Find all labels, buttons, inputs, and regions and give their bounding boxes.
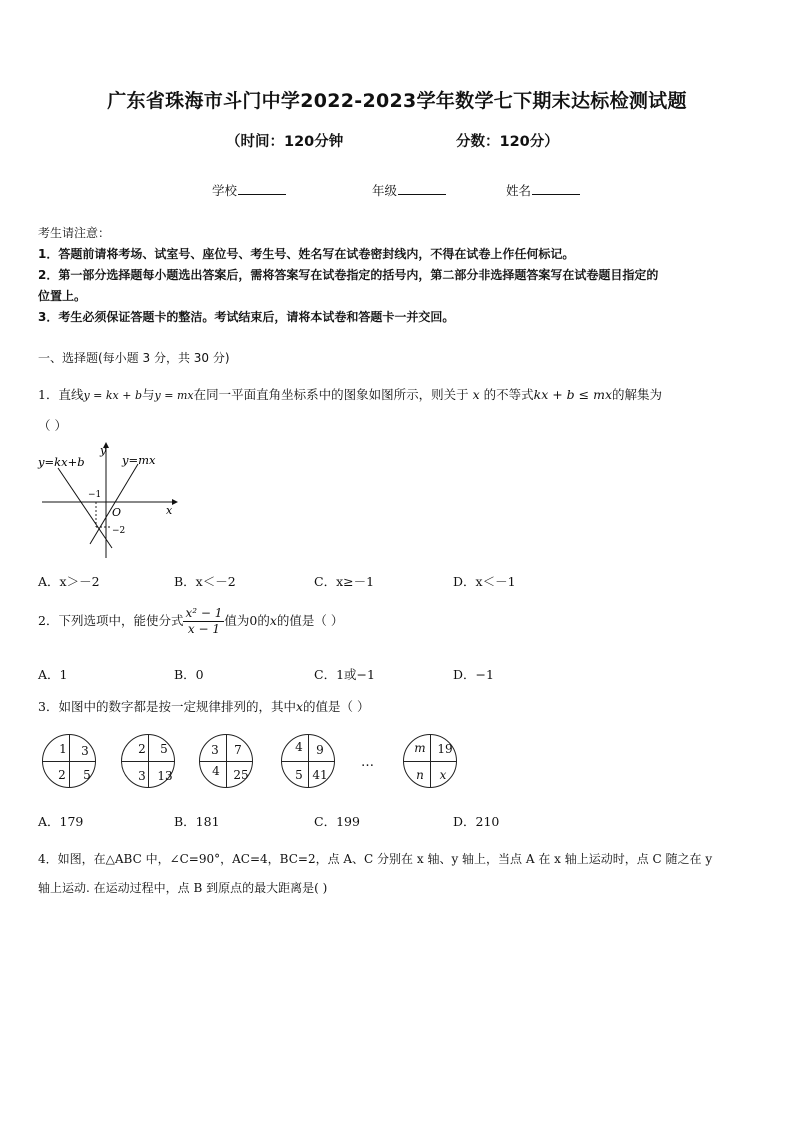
question-1-paren: （ ） [38, 418, 67, 433]
grade-label: 年级 [372, 183, 398, 198]
page-title: 广东省珠海市斗门中学2022-2023学年数学七下期末达标检测试题 [107, 90, 687, 112]
q2-option-b[interactable]: B．0 [174, 667, 204, 682]
note-item-1: 1．答题前请将考场、试室号、座位号、考生号、姓名写在试卷密封线内，不得在试卷上作任何标记。 [38, 247, 575, 261]
school-field[interactable] [212, 181, 286, 199]
notes-heading: 考生请注意： [38, 226, 111, 240]
q3-option-c[interactable]: C．199 [314, 814, 360, 829]
q3-option-a[interactable]: A．179 [38, 814, 84, 829]
q2-fraction: $\frac{\text{x² − 1}}{x - 1}$ [185, 606, 223, 636]
q1-eq1: y = kx + b [83, 389, 142, 402]
q1-eq2: y = mx [154, 389, 194, 402]
x-axis-arrow [172, 499, 178, 505]
q3-option-d[interactable]: D．210 [453, 814, 500, 829]
label-kx-b: y=kx+b [38, 455, 85, 469]
note-item-2-cont: 位置上。 [38, 289, 87, 303]
note-item-3: 3．考生必须保证答题卡的整洁。考试结束后，请将本试卷和答题卡一并交回。 [38, 310, 455, 324]
q1-inequality: kx + b ≤ mx [533, 387, 613, 402]
x-axis-label: x [166, 504, 173, 517]
question-1-text: 1．直线y = kx + b与y = mx在同一平面直角坐标系中的图象如图所示，则关于 x 的不等式kx + b ≤ mx的解集为 [38, 387, 663, 402]
label-mx: y=mx [122, 453, 156, 467]
score-label: 分数：120分） [456, 134, 559, 150]
name-blank[interactable] [532, 182, 580, 195]
q1-graph [36, 440, 186, 560]
q1-option-b[interactable]: B．x＜－2 [174, 574, 236, 589]
q2-option-a[interactable]: A．1 [38, 667, 68, 682]
q2-option-c[interactable]: C．1或−1 [314, 667, 375, 682]
school-label: 学校 [212, 183, 238, 198]
q1-option-c[interactable]: C．x≥－1 [314, 574, 375, 589]
question-3-text: 3．如图中的数字都是按一定规律排列的，其中x的值是（ ） [38, 699, 370, 714]
name-label: 姓名 [506, 183, 532, 198]
tick-y-label: −2 [112, 526, 126, 536]
section-heading: 一、选择题(每小题 3 分，共 30 分) [38, 351, 230, 365]
time-label: （时间：120分钟 [226, 134, 344, 150]
line-kx-b [58, 468, 112, 548]
q3-ellipsis: … [361, 755, 374, 770]
name-field[interactable] [506, 181, 580, 199]
question-4-line-1: 4．如图，在△ABC 中，∠C=90°，AC=4，BC=2，点 A、C 分别在 x 轴、y 轴上，当点 A 在 x 轴上运动时，点 C 随之在 y [38, 852, 713, 866]
q2-option-d[interactable]: D．−1 [453, 667, 494, 682]
tick-x-label: −1 [88, 490, 102, 500]
grade-field[interactable] [372, 181, 446, 199]
note-item-2: 2．第一部分选择题每小题选出答案后，需将答案写在试卷指定的括号内，第二部分非选择题答案写在试卷题目指定的 [38, 268, 659, 282]
grade-blank[interactable] [398, 182, 446, 195]
origin-label: O [112, 506, 122, 519]
y-axis-label: y [100, 444, 107, 457]
q1-option-a[interactable]: A．x＞－2 [38, 574, 100, 589]
q3-option-b[interactable]: B．181 [174, 814, 220, 829]
q1-option-d[interactable]: D．x＜－1 [453, 574, 516, 589]
question-4-line-2: 轴上运动. 在运动过程中，点 B 到原点的最大距离是( ) [38, 881, 328, 895]
school-blank[interactable] [238, 182, 286, 195]
question-2-text: 2．下列选项中，能使分式 $\frac{\text{x² − 1}}{x - 1}$ 值为0的x的值是（ ） [38, 606, 344, 636]
